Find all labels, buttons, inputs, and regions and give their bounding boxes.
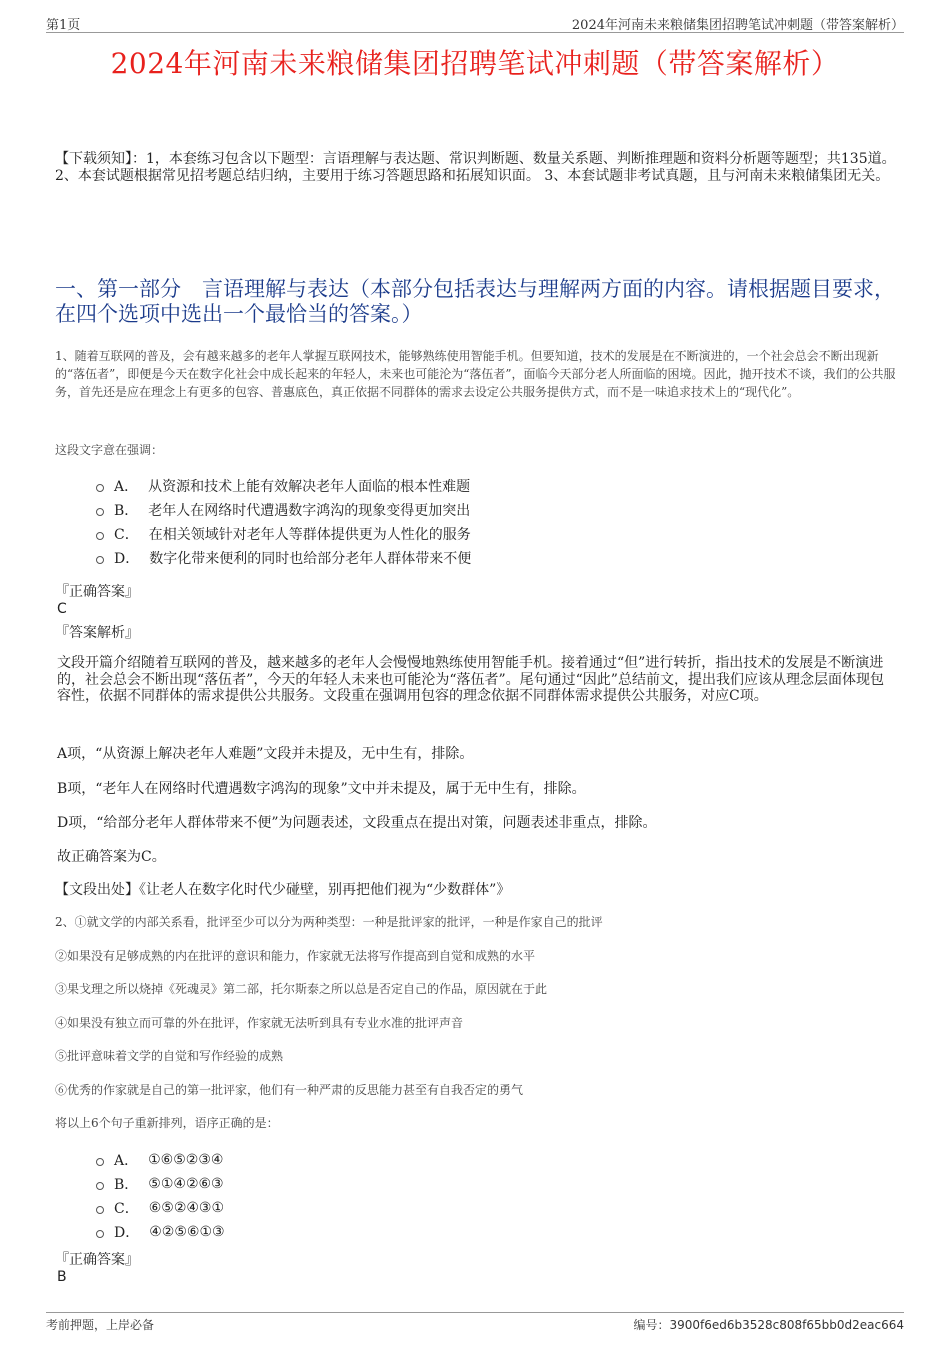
q2-option-d[interactable]: D． ④②⑤⑥①③	[96, 1220, 225, 1244]
q1-option-c[interactable]: C． 在相关领域针对老年人等群体提供更为人性化的服务	[96, 522, 471, 546]
q1-analysis-d: D项，“给部分老年人群体带来不便”为问题表述，文段重点在提出对策，问题表述非重点，排除。	[57, 815, 657, 831]
q2-sentence-1: 2、①就文学的内部关系看，批评至少可以分为两种类型：一种是批评家的批评，一种是作家自己的批评	[55, 915, 603, 929]
q2-options	[96, 1148, 225, 1244]
q1-option-a[interactable]: A． 从资源和技术上能有效解决老年人面临的根本性难题	[96, 474, 471, 498]
q1-prompt: 这段文字意在强调：	[55, 443, 164, 457]
q1-source: 【文段出处】《让老人在数字化时代少碰壁，别再把他们视为“少数群体”》	[55, 882, 511, 898]
radio-button[interactable]	[96, 484, 104, 492]
page-number: 第1页	[46, 18, 81, 33]
radio-button[interactable]	[96, 556, 104, 564]
q1-answer: C	[57, 601, 67, 617]
radio-button[interactable]	[96, 1158, 104, 1166]
section-title: 一、第一部分 言语理解与表达（本部分包括表达与理解两方面的内容。请根据题目要求，在四个选项中选出一个最恰当的答案。）	[55, 277, 895, 326]
q2-sentence-3: ③果戈理之所以烧掉《死魂灵》第二部，托尔斯泰之所以总是否定自己的作品，原因就在于此	[55, 982, 548, 996]
q2-option-a[interactable]: A． ①⑥⑤②③④	[96, 1148, 225, 1172]
radio-button[interactable]	[96, 532, 104, 540]
q1-analysis-b: B项，“老年人在网络时代遭遇数字鸿沟的现象”文中并未提及，属于无中生有，排除。	[57, 781, 586, 797]
radio-button[interactable]	[96, 1206, 104, 1214]
radio-button[interactable]	[96, 1182, 104, 1190]
q2-sentence-4: ④如果没有独立而可靠的外在批评，作家就无法听到具有专业水准的批评声音	[55, 1016, 464, 1030]
q1-stem: 1、随着互联网的普及，会有越来越多的老年人掌握互联网技术，能够熟练使用智能手机。但要知道，技术的发展是在不断演进的，一个社会总会不断出现新的“落伍者”，即便是今天在数字化社会中成长起来的年轻人，未来也可能沦为“落伍者”，面临今天部分老人所面临的困境。因此，抛开技术不谈，我们的公共服务，首先还是应在理念上有更多的包容、普惠底色，真正依据不同群体的需求去设定公共服务提供方式，而不是一味追求技术上的“现代化”。	[55, 349, 896, 399]
footer-code: 编号：3900f6ed6b3528c808f65bb0d2eac664	[633, 1318, 904, 1332]
q1-option-d[interactable]: D． 数字化带来便利的同时也给部分老年人群体带来不便	[96, 546, 471, 570]
q1-answer-label: 『正确答案』	[55, 584, 139, 600]
q1-conclusion: 故正确答案为C。	[57, 849, 166, 865]
q1-options	[96, 474, 471, 570]
q2-answer: B	[57, 1269, 67, 1285]
radio-button[interactable]	[96, 1230, 104, 1238]
q1-analysis-label: 『答案解析』	[55, 625, 139, 641]
q2-sentence-6: ⑥优秀的作家就是自己的第一批评家，他们有一种严肃的反思能力甚至有自我否定的勇气	[55, 1083, 524, 1097]
header-doc-title: 2024年河南未来粮储集团招聘笔试冲刺题（带答案解析）	[571, 18, 904, 33]
q2-sentence-5: ⑤批评意味着文学的自觉和写作经验的成熟	[55, 1049, 284, 1063]
footer-slogan: 考前押题，上岸必备	[46, 1318, 155, 1332]
download-notice: 【下载须知】：1，本套练习包含以下题型：言语理解与表达题、常识判断题、数量关系题、判断推理题和资料分析题等题型；共135道。 2、本套试题根据常见招考题总结归纳，主要用于练习答题思路和拓展知识面。 3、本套试题非考试真题，且与河南未来粮储集团无关。	[55, 151, 896, 184]
radio-button[interactable]	[96, 508, 104, 516]
q1-analysis-a: A项，“从资源上解决老年人难题”文段并未提及，无中生有，排除。	[57, 746, 474, 762]
q2-option-b[interactable]: B． ⑤①④②⑥③	[96, 1172, 225, 1196]
q2-answer-label: 『正确答案』	[55, 1252, 139, 1268]
page-footer	[46, 1312, 904, 1335]
document-title: 2024年河南未来粮储集团招聘笔试冲刺题（带答案解析）	[110, 47, 840, 80]
q2-option-c[interactable]: C． ⑥⑤②④③①	[96, 1196, 225, 1220]
q1-analysis: 文段开篇介绍随着互联网的普及，越来越多的老年人会慢慢地熟练使用智能手机。接着通过“但”进行转折，指出技术的发展是不断演进的，社会总会不断出现“落伍者”，今天的年轻人未来也可能沦为“落伍者”。尾句通过“因此”总结前文，提出我们应该从理念层面体现包容性，依据不同群体的需求提供公共服务。文段重在强调用包容的理念依据不同群体需求提供公共服务，对应C项。	[57, 655, 884, 704]
q1-option-b[interactable]: B． 老年人在网络时代遭遇数字鸿沟的现象变得更加突出	[96, 498, 471, 522]
q2-prompt: 将以上6个句子重新排列，语序正确的是：	[55, 1116, 279, 1130]
q2-sentence-2: ②如果没有足够成熟的内在批评的意识和能力，作家就无法将写作提高到自觉和成熟的水平	[55, 949, 536, 963]
page-header	[46, 12, 904, 33]
